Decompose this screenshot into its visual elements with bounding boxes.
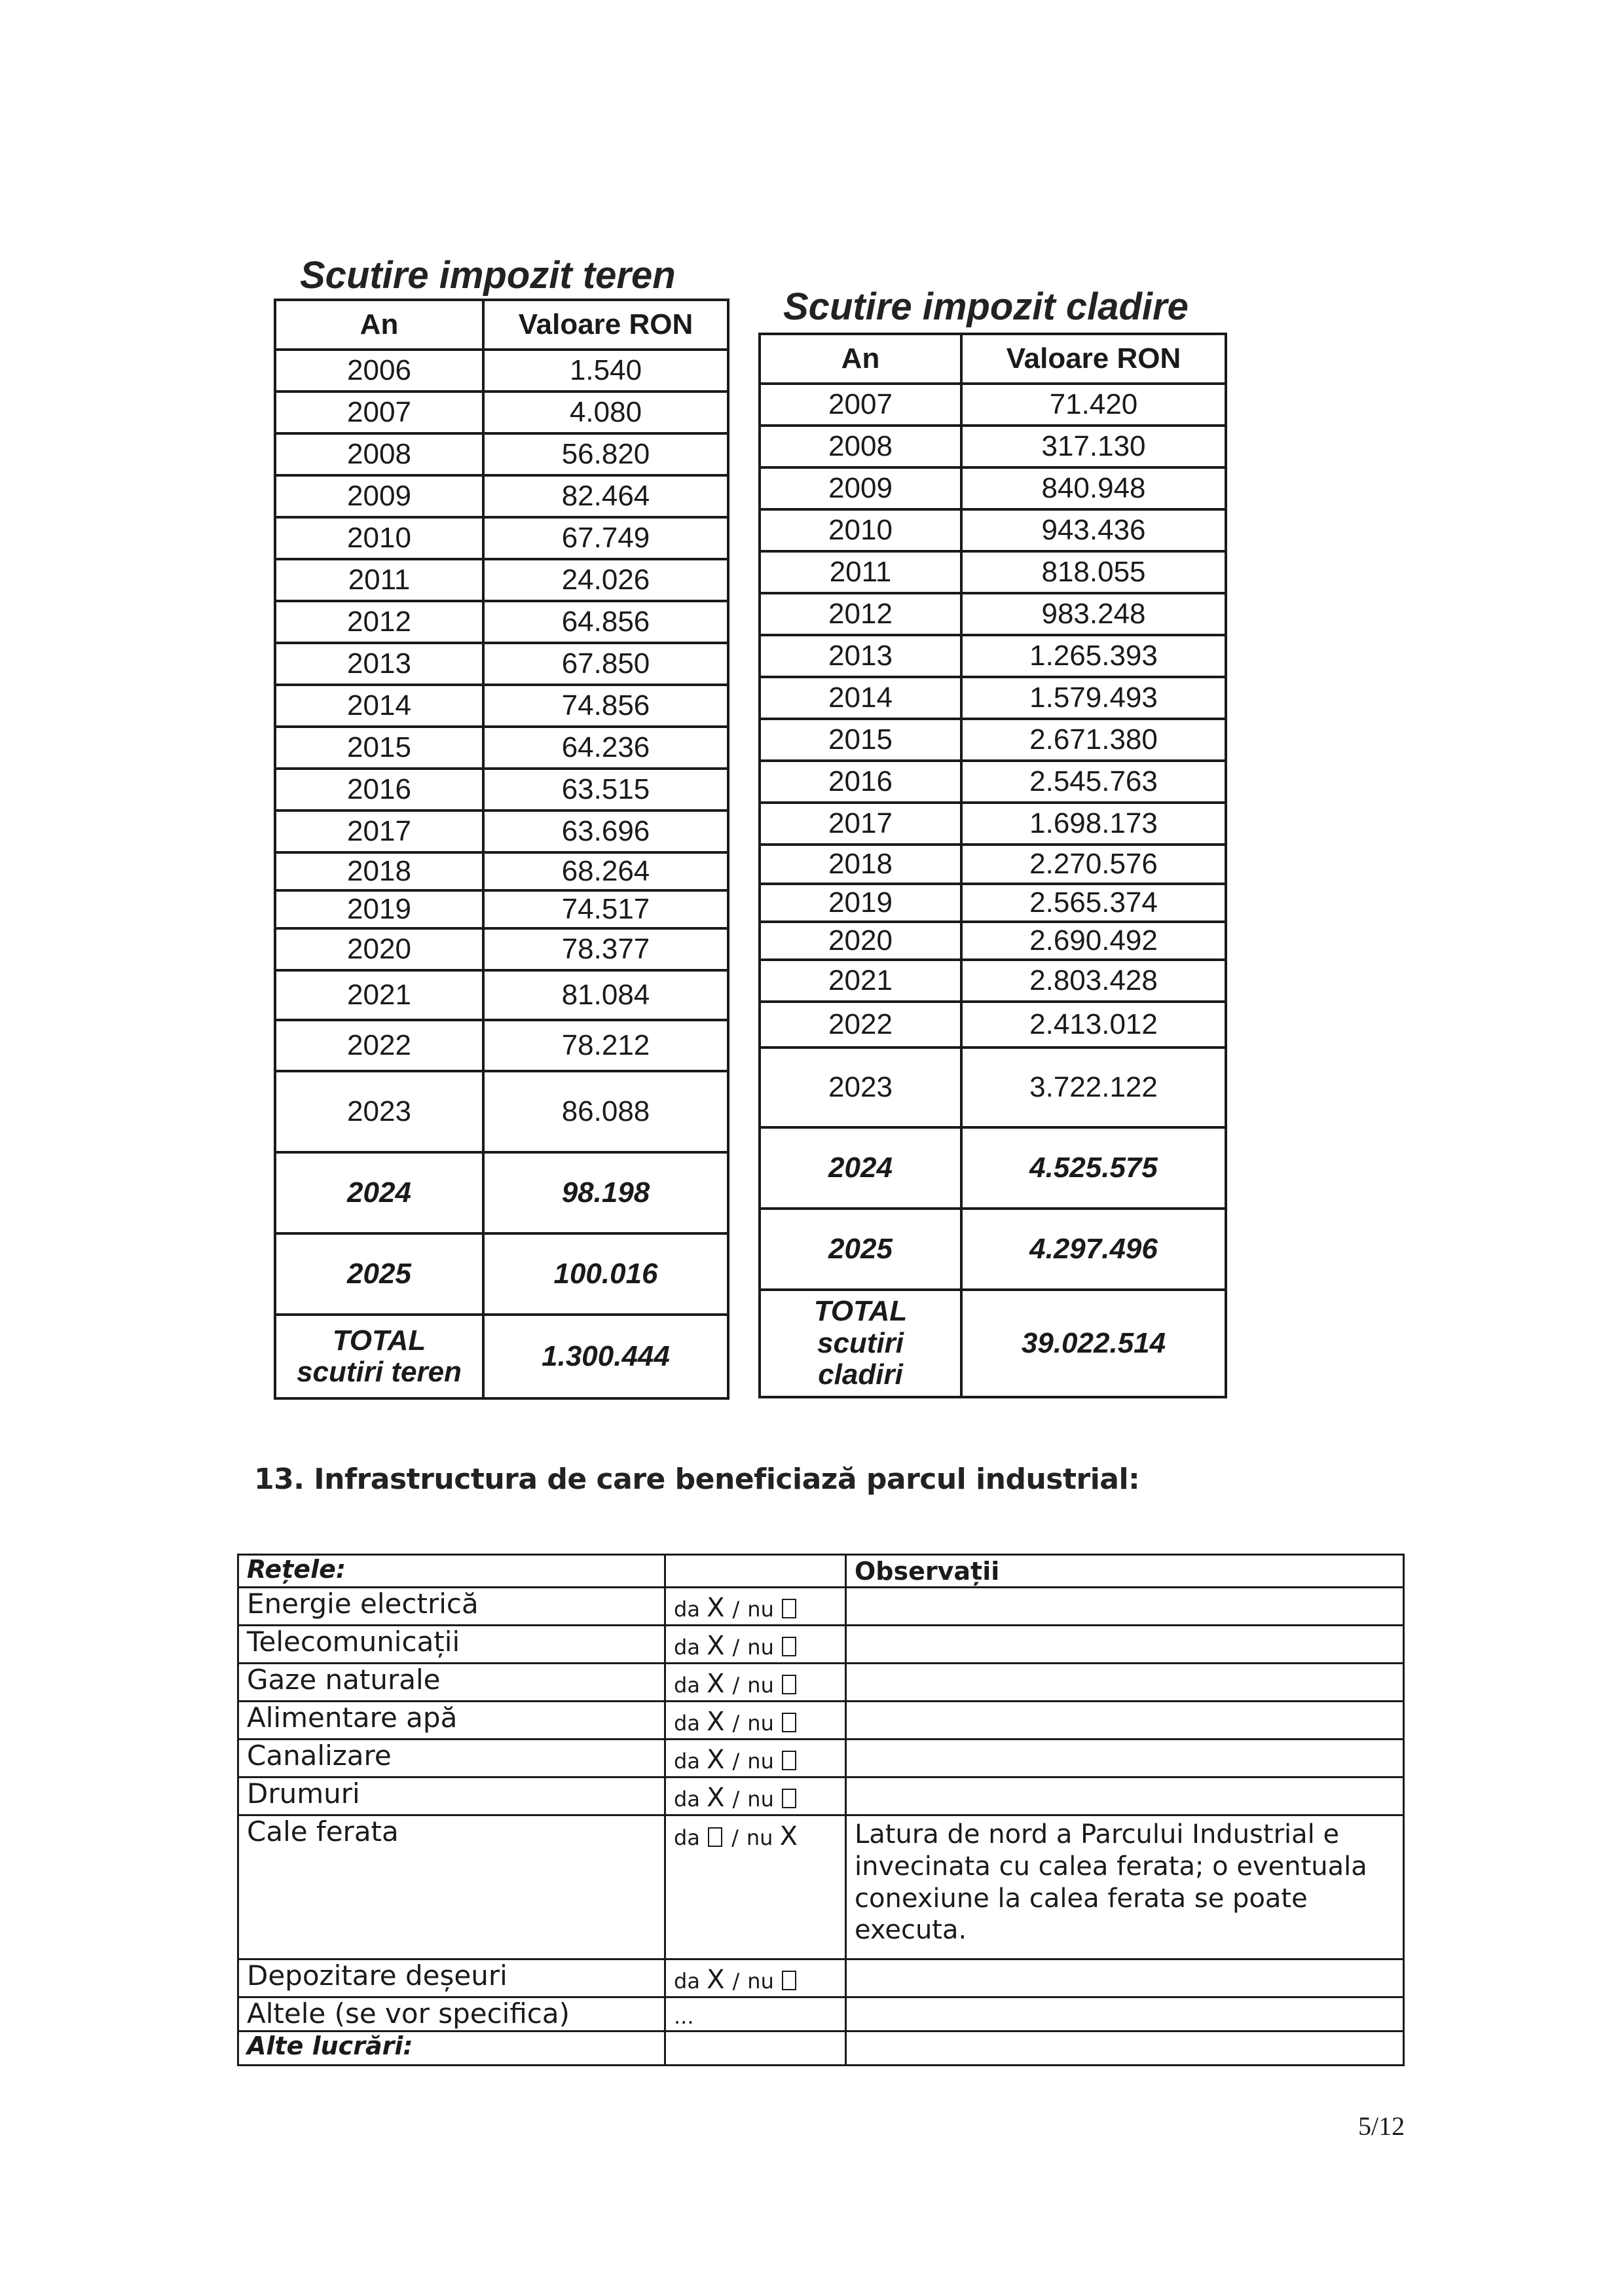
year-cell: 2022 bbox=[760, 1002, 961, 1048]
network-name: Canalizare bbox=[238, 1740, 665, 1777]
land-tax-total-row bbox=[275, 1315, 728, 1398]
year-cell: 2009 bbox=[760, 467, 961, 509]
option-nu[interactable]: nu bbox=[747, 1597, 798, 1622]
year-cell: 2010 bbox=[275, 517, 483, 559]
status-header bbox=[665, 1555, 846, 1588]
checked-mark-icon: X bbox=[707, 1631, 725, 1661]
observation-cell[interactable] bbox=[846, 1626, 1404, 1664]
land-tax-row bbox=[275, 392, 728, 433]
infrastructure-row bbox=[238, 1959, 1404, 1997]
value-cell: 840.948 bbox=[961, 467, 1226, 509]
year-cell: 2021 bbox=[760, 960, 961, 1002]
year-cell: 2018 bbox=[275, 852, 483, 890]
year-cell: 2024 bbox=[760, 1127, 961, 1209]
infrastructure-row bbox=[238, 1815, 1404, 1959]
year-cell: 2007 bbox=[760, 384, 961, 426]
year-cell: 2013 bbox=[760, 635, 961, 677]
option-nu[interactable]: nu bbox=[747, 1749, 798, 1774]
year-cell: 2014 bbox=[275, 685, 483, 727]
building-tax-row bbox=[760, 677, 1226, 719]
network-name: Cale ferata bbox=[238, 1815, 665, 1959]
total-label-line: TOTAL bbox=[813, 1295, 908, 1328]
land-tax-row bbox=[275, 769, 728, 811]
value-cell: 78.377 bbox=[483, 928, 728, 970]
building-tax-row bbox=[760, 1127, 1226, 1209]
value-cell: 82.464 bbox=[483, 475, 728, 517]
value-cell: 2.270.576 bbox=[961, 845, 1226, 884]
value-cell: 1.540 bbox=[483, 350, 728, 392]
year-cell: 2015 bbox=[275, 727, 483, 769]
total-value: 1.300.444 bbox=[483, 1315, 728, 1398]
availability-options bbox=[665, 1959, 846, 1997]
option-nu[interactable]: nu bbox=[747, 1635, 798, 1660]
value-cell: 2.803.428 bbox=[961, 960, 1226, 1002]
year-column-header: An bbox=[760, 334, 961, 384]
value-cell: 81.084 bbox=[483, 970, 728, 1020]
option-da[interactable]: da X bbox=[674, 1631, 725, 1661]
option-nu[interactable]: nu bbox=[747, 1969, 798, 1994]
land-tax-header-row bbox=[275, 300, 728, 350]
option-separator: / bbox=[732, 1749, 740, 1774]
building-tax-row bbox=[760, 884, 1226, 922]
observations-header: Observații bbox=[846, 1555, 1404, 1588]
network-name: Gaze naturale bbox=[238, 1664, 665, 1702]
land-tax-row bbox=[275, 811, 728, 852]
option-separator: / bbox=[732, 1635, 740, 1660]
option-separator: / bbox=[731, 1825, 739, 1850]
land-tax-row bbox=[275, 1152, 728, 1233]
infrastructure-row bbox=[238, 1777, 1404, 1815]
observation-cell[interactable] bbox=[846, 1588, 1404, 1626]
network-name: Drumuri bbox=[238, 1777, 665, 1815]
option-separator: / bbox=[732, 1969, 740, 1994]
year-cell: 2010 bbox=[760, 509, 961, 551]
year-cell: 2009 bbox=[275, 475, 483, 517]
land-tax-row bbox=[275, 852, 728, 890]
year-cell: 2015 bbox=[760, 719, 961, 761]
value-column-header: Valoare RON bbox=[483, 300, 728, 350]
infrastructure-row bbox=[238, 1740, 1404, 1777]
land-tax-row bbox=[275, 1233, 728, 1315]
option-da[interactable]: da X bbox=[674, 1965, 725, 1995]
land-tax-row bbox=[275, 643, 728, 685]
building-tax-row bbox=[760, 1209, 1226, 1290]
year-cell: 2011 bbox=[760, 551, 961, 593]
land-tax-row bbox=[275, 517, 728, 559]
building-tax-row bbox=[760, 845, 1226, 884]
availability-options bbox=[665, 1702, 846, 1740]
building-tax-row bbox=[760, 635, 1226, 677]
year-cell: 2007 bbox=[275, 392, 483, 433]
total-label-line: scutiri teren bbox=[297, 1356, 462, 1388]
other-name: Altele (se vor specifica) bbox=[238, 1997, 665, 2032]
year-cell: 2025 bbox=[275, 1233, 483, 1315]
option-separator: / bbox=[732, 1597, 740, 1622]
land-tax-row bbox=[275, 685, 728, 727]
land-tax-row bbox=[275, 928, 728, 970]
option-da[interactable]: da X bbox=[674, 1593, 725, 1623]
infrastructure-other-works-row bbox=[238, 2032, 1404, 2066]
option-nu[interactable]: nu X bbox=[746, 1821, 798, 1851]
year-cell: 2024 bbox=[275, 1152, 483, 1233]
year-column-header: An bbox=[275, 300, 483, 350]
year-cell: 2018 bbox=[760, 845, 961, 884]
observation-cell[interactable] bbox=[846, 1777, 1404, 1815]
infrastructure-row bbox=[238, 1626, 1404, 1664]
option-separator: / bbox=[732, 1673, 740, 1698]
year-cell: 2021 bbox=[275, 970, 483, 1020]
building-tax-row bbox=[760, 426, 1226, 467]
empty-checkbox-icon bbox=[782, 1751, 796, 1770]
land-tax-row bbox=[275, 601, 728, 643]
observation-cell[interactable]: Latura de nord a Parcului Industrial e invecinata cu calea ferata; o eventuala conexiune la calea ferata se poate executa. bbox=[846, 1815, 1404, 1959]
building-tax-row bbox=[760, 551, 1226, 593]
year-cell: 2017 bbox=[760, 803, 961, 845]
value-cell: 68.264 bbox=[483, 852, 728, 890]
value-cell: 2.690.492 bbox=[961, 922, 1226, 960]
availability-options bbox=[665, 1664, 846, 1702]
value-cell: 63.515 bbox=[483, 769, 728, 811]
land-tax-row bbox=[275, 727, 728, 769]
building-tax-row bbox=[760, 719, 1226, 761]
value-cell: 64.236 bbox=[483, 727, 728, 769]
value-cell: 2.545.763 bbox=[961, 761, 1226, 803]
land-tax-row bbox=[275, 475, 728, 517]
building-tax-row bbox=[760, 803, 1226, 845]
option-da[interactable]: da X bbox=[674, 1783, 725, 1813]
building-tax-header-row bbox=[760, 334, 1226, 384]
building-tax-row bbox=[760, 509, 1226, 551]
checked-mark-icon: X bbox=[707, 1745, 725, 1775]
value-cell: 2.671.380 bbox=[961, 719, 1226, 761]
value-cell: 78.212 bbox=[483, 1020, 728, 1071]
checked-mark-icon: X bbox=[779, 1821, 798, 1851]
empty-checkbox-icon bbox=[782, 1637, 796, 1656]
empty-checkbox-icon bbox=[782, 1971, 796, 1990]
option-nu[interactable]: nu bbox=[747, 1787, 798, 1812]
option-nu[interactable]: nu bbox=[747, 1711, 798, 1736]
observation-cell[interactable] bbox=[846, 2032, 1404, 2066]
total-label-line: scutiri bbox=[817, 1326, 904, 1359]
option-separator: / bbox=[732, 1787, 740, 1812]
empty-checkbox-icon bbox=[782, 1713, 796, 1732]
year-cell: 2011 bbox=[275, 559, 483, 601]
year-cell: 2008 bbox=[275, 433, 483, 475]
infrastructure-header-row bbox=[238, 1555, 1404, 1588]
value-cell: 74.517 bbox=[483, 890, 728, 928]
value-cell: 98.198 bbox=[483, 1152, 728, 1233]
checked-mark-icon: X bbox=[707, 1707, 725, 1737]
value-cell: 74.856 bbox=[483, 685, 728, 727]
value-cell: 67.749 bbox=[483, 517, 728, 559]
observation-cell[interactable] bbox=[846, 1959, 1404, 1997]
observation-cell[interactable] bbox=[846, 1664, 1404, 1702]
network-name: Energie electrică bbox=[238, 1588, 665, 1626]
year-cell: 2023 bbox=[760, 1048, 961, 1127]
option-da[interactable]: da X bbox=[674, 1707, 725, 1737]
building-tax-row bbox=[760, 960, 1226, 1002]
availability-options bbox=[665, 1626, 846, 1664]
building-tax-row bbox=[760, 922, 1226, 960]
land-tax-row bbox=[275, 890, 728, 928]
value-cell: 818.055 bbox=[961, 551, 1226, 593]
building-tax-row bbox=[760, 593, 1226, 635]
checked-mark-icon: X bbox=[707, 1669, 725, 1699]
value-cell: 943.436 bbox=[961, 509, 1226, 551]
other-works-label: Alte lucrări: bbox=[238, 2032, 665, 2066]
infrastructure-other-row bbox=[238, 1997, 1404, 2032]
availability-options bbox=[665, 1815, 846, 1959]
year-cell: 2019 bbox=[275, 890, 483, 928]
value-cell: 983.248 bbox=[961, 593, 1226, 635]
checked-mark-icon: X bbox=[707, 1783, 725, 1813]
year-cell: 2006 bbox=[275, 350, 483, 392]
infrastructure-table bbox=[237, 1554, 1405, 2066]
value-cell: 317.130 bbox=[961, 426, 1226, 467]
year-cell: 2012 bbox=[760, 593, 961, 635]
land-tax-row bbox=[275, 1071, 728, 1152]
network-name: Telecomunicații bbox=[238, 1626, 665, 1664]
total-label-line: TOTAL bbox=[332, 1324, 426, 1357]
year-cell: 2016 bbox=[760, 761, 961, 803]
observation-cell[interactable] bbox=[846, 1740, 1404, 1777]
value-cell: 24.026 bbox=[483, 559, 728, 601]
value-cell: 64.856 bbox=[483, 601, 728, 643]
other-status[interactable]: ... bbox=[665, 1997, 846, 2032]
value-cell: 1.579.493 bbox=[961, 677, 1226, 719]
value-cell: 56.820 bbox=[483, 433, 728, 475]
land-tax-table bbox=[274, 299, 729, 1400]
observation-cell[interactable] bbox=[846, 1702, 1404, 1740]
year-cell: 2013 bbox=[275, 643, 483, 685]
building-tax-row bbox=[760, 1002, 1226, 1048]
value-cell: 1.698.173 bbox=[961, 803, 1226, 845]
year-cell: 2019 bbox=[760, 884, 961, 922]
network-name: Alimentare apă bbox=[238, 1702, 665, 1740]
other-works-status[interactable] bbox=[665, 2032, 846, 2066]
land-tax-row bbox=[275, 970, 728, 1020]
year-cell: 2008 bbox=[760, 426, 961, 467]
option-nu[interactable]: nu bbox=[747, 1673, 798, 1698]
value-cell: 67.850 bbox=[483, 643, 728, 685]
availability-options bbox=[665, 1777, 846, 1815]
building-tax-row bbox=[760, 384, 1226, 426]
empty-checkbox-icon bbox=[782, 1599, 796, 1618]
availability-options bbox=[665, 1588, 846, 1626]
year-cell: 2020 bbox=[275, 928, 483, 970]
networks-header: Rețele: bbox=[238, 1555, 665, 1588]
building-tax-total-row bbox=[760, 1290, 1226, 1397]
empty-checkbox-icon bbox=[708, 1827, 722, 1847]
year-cell: 2017 bbox=[275, 811, 483, 852]
year-cell: 2022 bbox=[275, 1020, 483, 1071]
building-tax-table bbox=[758, 333, 1227, 1398]
value-column-header: Valoare RON bbox=[961, 334, 1226, 384]
value-cell: 100.016 bbox=[483, 1233, 728, 1315]
value-cell: 71.420 bbox=[961, 384, 1226, 426]
total-label bbox=[275, 1315, 483, 1398]
year-cell: 2014 bbox=[760, 677, 961, 719]
network-name: Depozitare deșeuri bbox=[238, 1959, 665, 1997]
value-cell: 1.265.393 bbox=[961, 635, 1226, 677]
total-value: 39.022.514 bbox=[961, 1290, 1226, 1397]
section-heading: 13. Infrastructura de care beneficiază parcul industrial: bbox=[254, 1463, 1140, 1496]
empty-checkbox-icon bbox=[782, 1675, 796, 1694]
value-cell: 4.525.575 bbox=[961, 1127, 1226, 1209]
year-cell: 2023 bbox=[275, 1071, 483, 1152]
option-separator: / bbox=[732, 1711, 740, 1736]
value-cell: 63.696 bbox=[483, 811, 728, 852]
checked-mark-icon: X bbox=[707, 1965, 725, 1995]
year-cell: 2020 bbox=[760, 922, 961, 960]
infrastructure-row bbox=[238, 1588, 1404, 1626]
building-tax-row bbox=[760, 1048, 1226, 1127]
building-tax-row bbox=[760, 761, 1226, 803]
total-label-line: cladiri bbox=[818, 1358, 903, 1391]
total-label bbox=[760, 1290, 961, 1397]
land-tax-row bbox=[275, 1020, 728, 1071]
option-da[interactable]: da X bbox=[674, 1669, 725, 1699]
availability-options bbox=[665, 1740, 846, 1777]
building-tax-row bbox=[760, 467, 1226, 509]
value-cell: 2.413.012 bbox=[961, 1002, 1226, 1048]
year-cell: 2025 bbox=[760, 1209, 961, 1290]
checked-mark-icon: X bbox=[707, 1593, 725, 1623]
value-cell: 3.722.122 bbox=[961, 1048, 1226, 1127]
value-cell: 4.080 bbox=[483, 392, 728, 433]
land-tax-row bbox=[275, 433, 728, 475]
land-tax-row bbox=[275, 559, 728, 601]
option-da[interactable]: da X bbox=[674, 1745, 725, 1775]
observation-cell[interactable] bbox=[846, 1997, 1404, 2032]
value-cell: 4.297.496 bbox=[961, 1209, 1226, 1290]
empty-checkbox-icon bbox=[782, 1789, 796, 1808]
year-cell: 2012 bbox=[275, 601, 483, 643]
building-tax-title: Scutire impozit cladire bbox=[783, 285, 1189, 328]
land-tax-title: Scutire impozit teren bbox=[300, 254, 676, 297]
option-da[interactable]: da bbox=[674, 1825, 724, 1850]
infrastructure-row bbox=[238, 1702, 1404, 1740]
page-number: 5/12 bbox=[1358, 2111, 1405, 2141]
value-cell: 86.088 bbox=[483, 1071, 728, 1152]
value-cell: 2.565.374 bbox=[961, 884, 1226, 922]
infrastructure-row bbox=[238, 1664, 1404, 1702]
year-cell: 2016 bbox=[275, 769, 483, 811]
land-tax-row bbox=[275, 350, 728, 392]
